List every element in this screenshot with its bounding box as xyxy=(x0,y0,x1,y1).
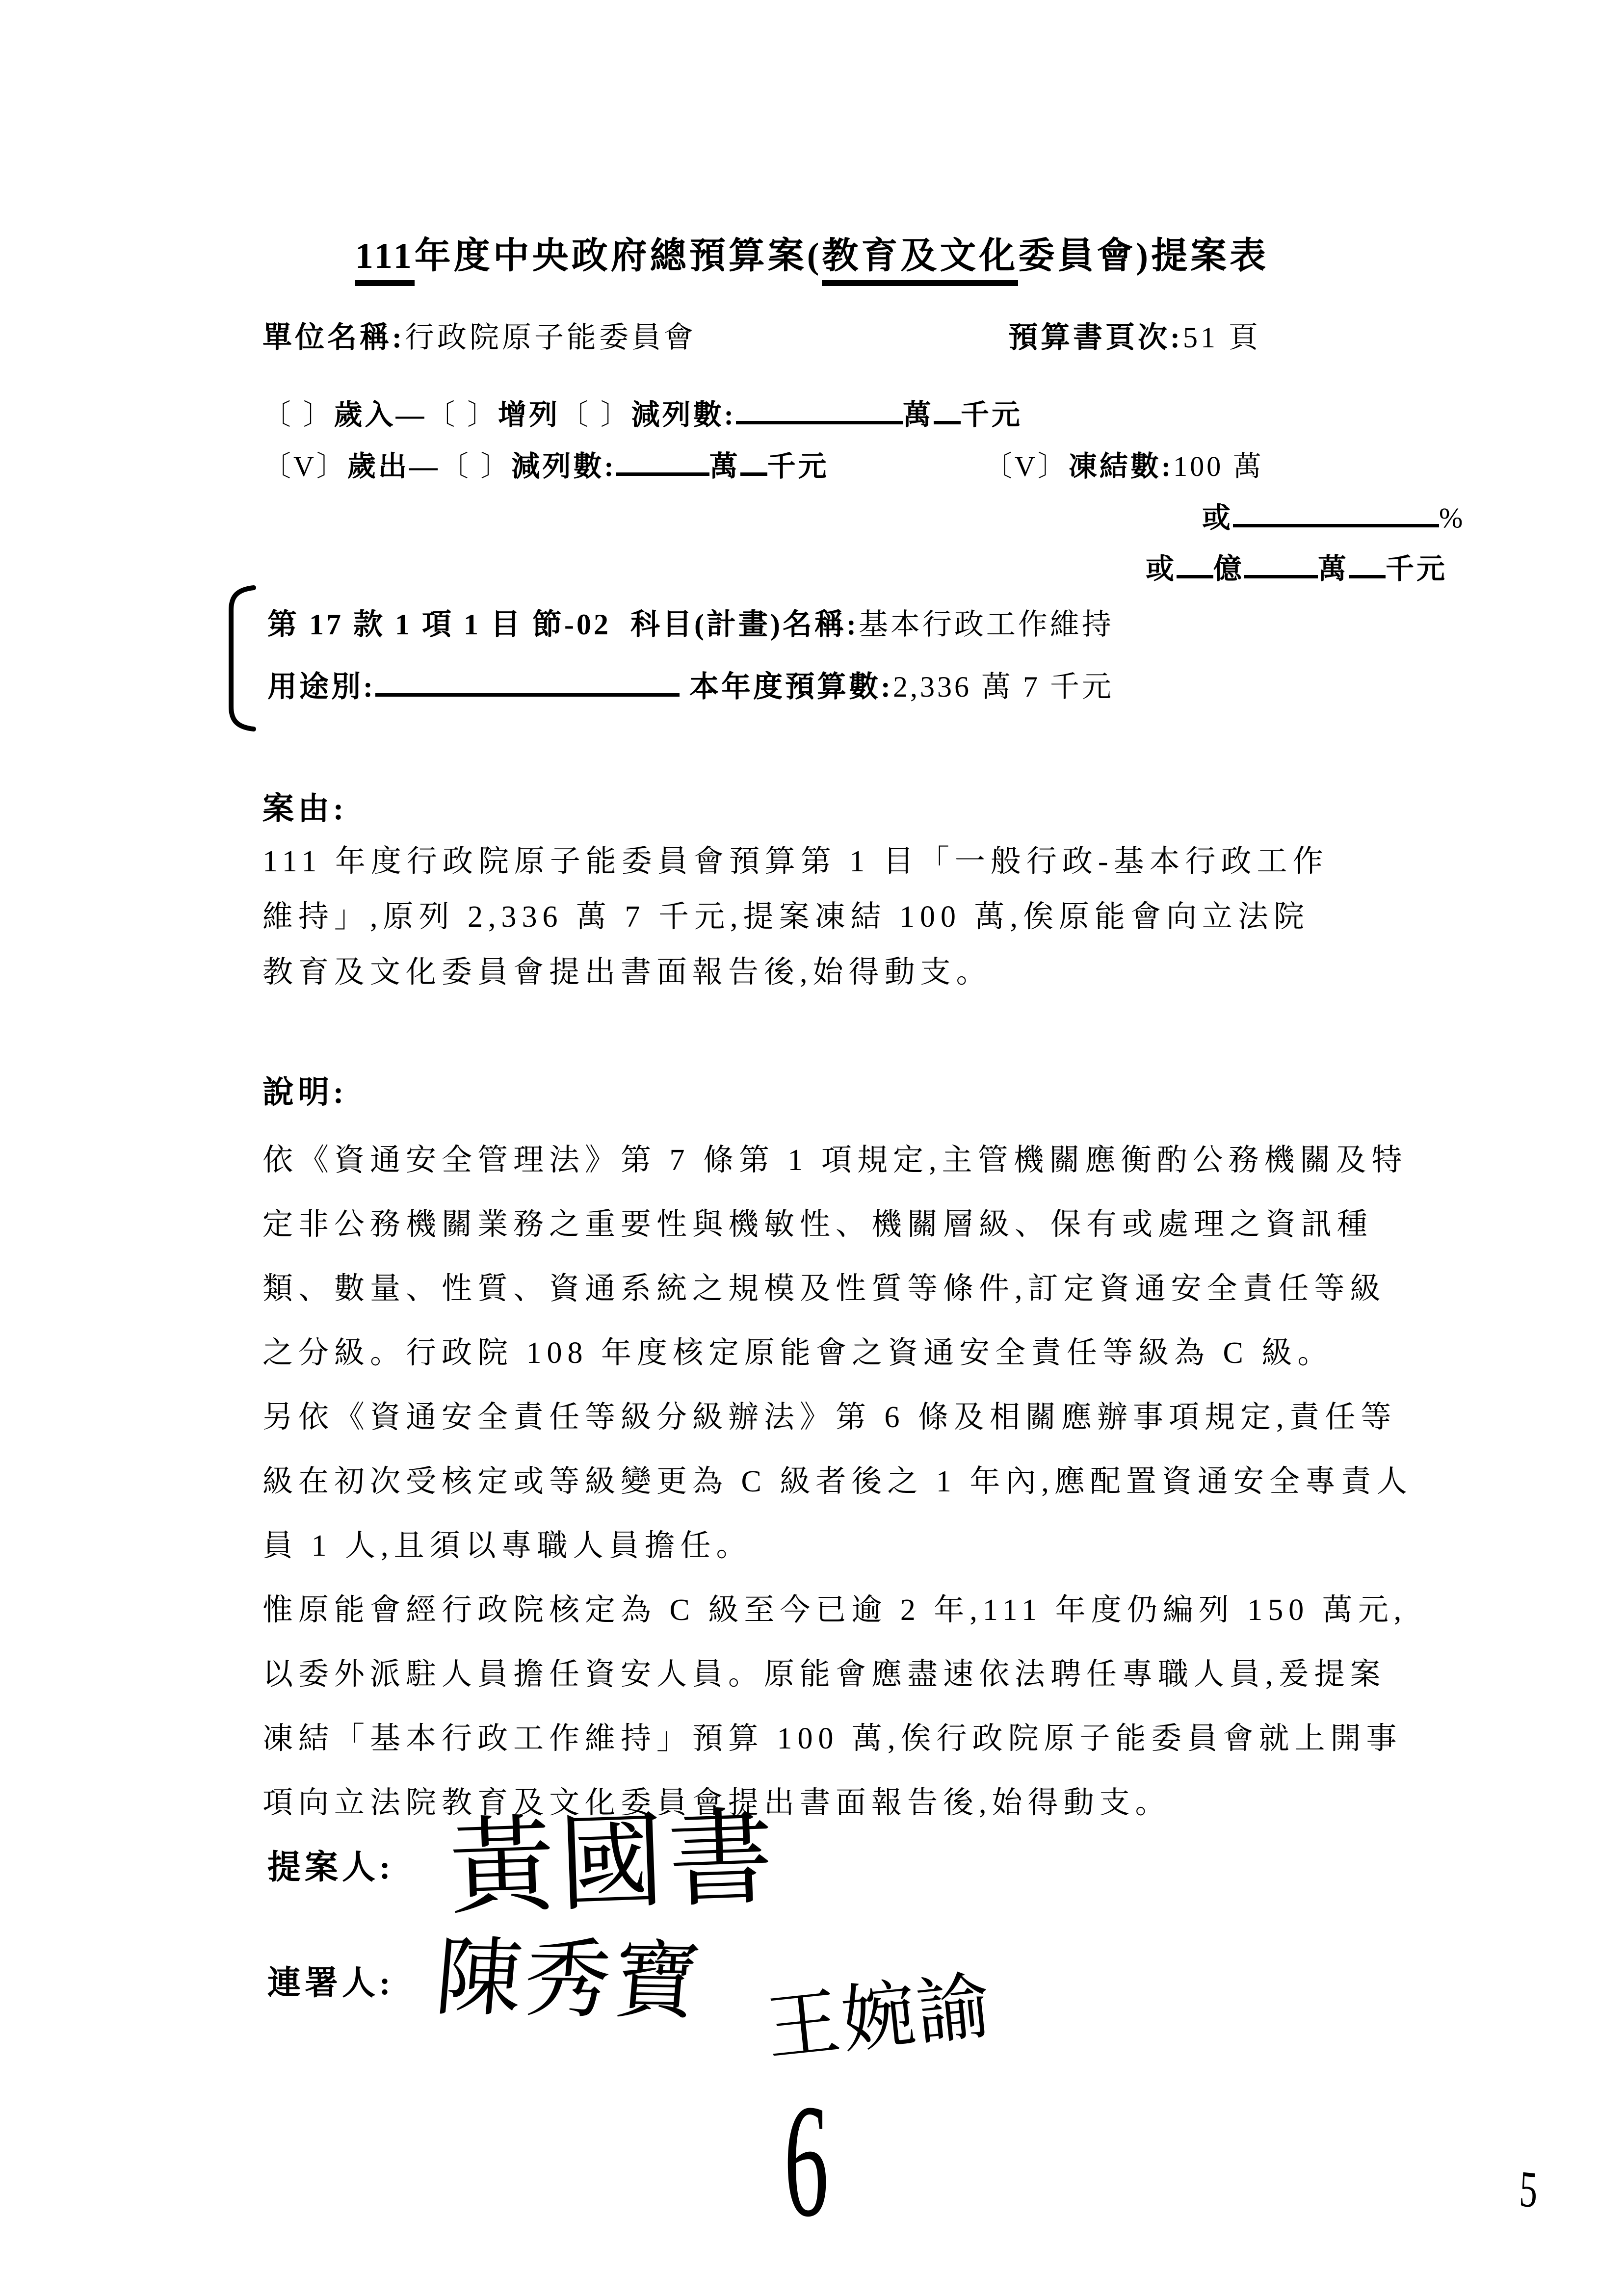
usage-blank xyxy=(375,668,680,697)
cosigner-signature-2: 王婉諭 xyxy=(762,1965,996,2070)
proposer-label: 提案人: xyxy=(267,1849,394,1886)
explanation-line-3: 類、數量、性質、資通系統之規模及性質等條件,訂定資通安全責任等級 xyxy=(262,1272,1386,1305)
expenditure-thousand-unit: 千元 xyxy=(767,450,829,482)
plan-name-label: 科目(計畫)名稱: xyxy=(630,608,859,641)
increase-checkbox: 〔 〕 xyxy=(426,399,498,431)
revenue-wan-unit: 萬 xyxy=(902,399,934,431)
cosigner-signature-1: 陳秀寶 xyxy=(432,1930,707,2030)
title-year-underlined: 111 xyxy=(355,236,415,286)
increase-label: 增列 xyxy=(498,399,560,431)
expenditure-wan-unit: 萬 xyxy=(709,450,740,482)
budget-page-label: 預算書頁次: xyxy=(1008,321,1183,354)
yi-unit: 億 xyxy=(1213,553,1245,585)
freeze-label: 凍結數: xyxy=(1068,450,1174,482)
proposer-signature: 黃國書 xyxy=(447,1799,780,1928)
or-yi-wan-row xyxy=(1146,546,1447,587)
revenue-thousand-blank xyxy=(934,397,961,424)
handwritten-page-number: 6 xyxy=(784,2071,829,2250)
explanation-line-4: 之分級。行政院 108 年度核定原能會之資通安全責任等級為 C 級。 xyxy=(262,1336,1334,1370)
thousand-blank xyxy=(1349,551,1386,578)
expenditure-label: 歲出 xyxy=(347,450,409,482)
explanation-line-7: 員 1 人,且須以專職人員擔任。 xyxy=(262,1529,752,1563)
revenue-checkbox-row xyxy=(262,391,1022,433)
explanation-line-1: 依《資通安全管理法》第 7 條第 1 項規定,主管機關應衡酌公務機關及特 xyxy=(262,1144,1408,1177)
budget-page-value: 51 頁 xyxy=(1182,321,1261,354)
case-reason-line-3: 教育及文化委員會提出書面報告後,始得動支。 xyxy=(262,956,992,989)
decrease-amount-label: 減列數: xyxy=(631,399,736,431)
thousand-unit: 千元 xyxy=(1386,553,1448,585)
title-committee-underlined: 教育及文化 xyxy=(822,236,1018,286)
percent-sign: % xyxy=(1439,502,1466,534)
expenditure-decrease-label: 減列數: xyxy=(511,450,616,482)
usage-line xyxy=(267,663,1114,705)
unit-name-value: 行政院原子能委員會 xyxy=(404,321,696,354)
expenditure-decrease-checkbox: 〔 〕 xyxy=(440,450,512,482)
decrease-checkbox: 〔 〕 xyxy=(560,399,631,431)
expenditure-thousand-blank xyxy=(740,448,767,476)
revenue-dash: — xyxy=(395,399,427,431)
budget-page-row xyxy=(1008,314,1261,356)
unit-name-label: 單位名稱: xyxy=(262,321,405,354)
explanation-line-10: 凍結「基本行政工作維持」預算 100 萬,俟行政院原子能委員會就上開事 xyxy=(262,1722,1402,1755)
case-reason-header: 案由: xyxy=(262,791,348,826)
expenditure-checkbox-checked: 〔V〕 xyxy=(262,450,347,482)
or-yi-prefix: 或 xyxy=(1146,553,1177,585)
yi-blank xyxy=(1177,551,1213,578)
item-number-label: 第 17 款 1 項 1 目 節-02 xyxy=(267,608,611,641)
or-percent-blank xyxy=(1233,500,1439,527)
expenditure-dash: — xyxy=(409,450,440,482)
freeze-row xyxy=(984,443,1264,484)
or-percent-row xyxy=(1202,495,1465,536)
current-budget-value: 2,336 萬 7 千元 xyxy=(892,671,1114,703)
budget-item-line xyxy=(267,601,1114,643)
title-tail: 委員會)提案表 xyxy=(1018,236,1269,276)
corner-page-number: 5 xyxy=(1518,2159,1539,2219)
revenue-checkbox: 〔 〕 xyxy=(262,399,334,431)
usage-label: 用途別: xyxy=(267,671,375,703)
case-reason-line-1: 111 年度行政院原子能委員會預算第 1 目「一般行政-基本行政工作 xyxy=(262,845,1329,878)
expenditure-amount-blank xyxy=(616,448,709,476)
freeze-value: 100 萬 xyxy=(1173,450,1264,482)
explanation-line-11: 項向立法院教育及文化委員會提出書面報告後,始得動支。 xyxy=(262,1786,1171,1820)
expenditure-checkbox-row xyxy=(262,443,829,484)
wan-blank xyxy=(1244,551,1318,578)
revenue-thousand-unit: 千元 xyxy=(960,399,1022,431)
explanation-line-8: 惟原能會經行政院核定為 C 級至今已逾 2 年,111 年度仍編列 150 萬元, xyxy=(262,1593,1407,1627)
cosigner-label: 連署人: xyxy=(267,1964,394,2002)
explanation-line-9: 以委外派駐人員擔任資安人員。原能會應盡速依法聘任專職人員,爰提案 xyxy=(262,1658,1386,1691)
page-title xyxy=(0,227,1624,279)
title-middle: 年度中央政府總預算案( xyxy=(414,236,822,276)
explanation-line-5: 另依《資通安全責任等級分級辦法》第 6 條及相關應辦事項規定,責任等 xyxy=(262,1401,1397,1434)
freeze-checkbox-checked: 〔V〕 xyxy=(984,450,1069,482)
revenue-label: 歲入 xyxy=(334,399,396,431)
unit-name-row xyxy=(262,314,696,356)
explanation-line-6: 級在初次受核定或等級變更為 C 級者後之 1 年內,應配置資通安全專責人 xyxy=(262,1465,1413,1498)
case-reason-line-2: 維持」,原列 2,336 萬 7 千元,提案凍結 100 萬,俟原能會向立法院 xyxy=(262,900,1310,934)
revenue-amount-blank xyxy=(736,397,903,424)
wan-unit: 萬 xyxy=(1318,553,1349,585)
left-bracket xyxy=(223,585,259,732)
explanation-header: 說明: xyxy=(262,1075,348,1110)
or-percent-prefix: 或 xyxy=(1202,502,1233,534)
explanation-line-2: 定非公務機關業務之重要性與機敏性、機關層級、保有或處理之資訊種 xyxy=(262,1208,1373,1241)
current-budget-label: 本年度預算數: xyxy=(689,671,893,703)
plan-name-value: 基本行政工作維持 xyxy=(858,608,1114,641)
